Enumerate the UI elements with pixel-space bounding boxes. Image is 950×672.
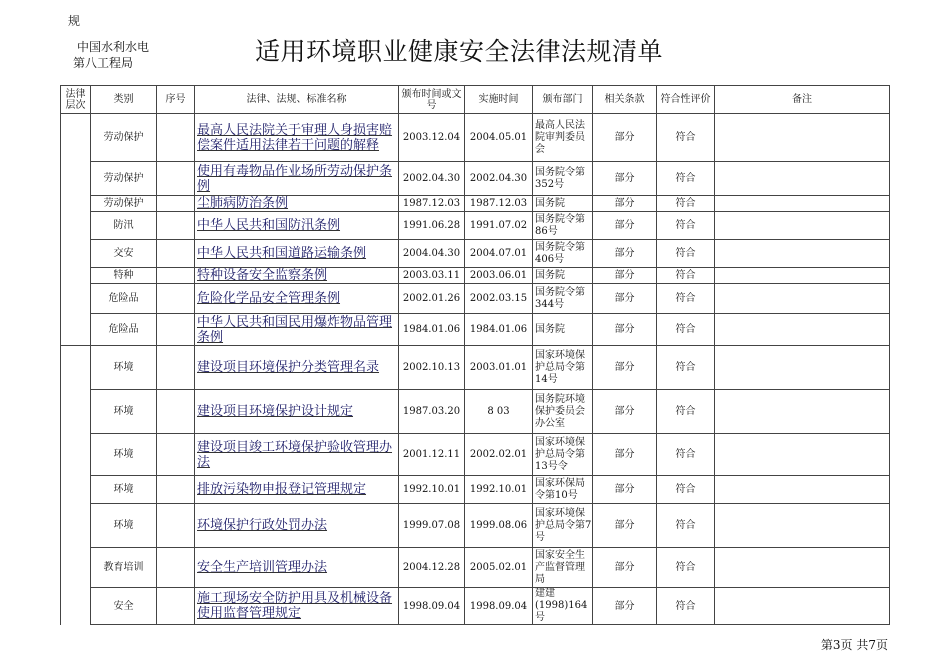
table-row (61, 390, 890, 434)
cell-issued: 1987.03.20 (399, 390, 465, 434)
cell-name[interactable] (195, 434, 399, 476)
cell-effective: 2002.02.01 (465, 434, 533, 476)
cell-compliance: 符合 (657, 114, 715, 162)
cell-dept: 国务院令第86号 (533, 212, 593, 240)
doc-label: 规 (68, 14, 81, 28)
cell-remark (715, 314, 890, 346)
cell-issued: 2002.04.30 (399, 162, 465, 196)
cell-dept: 国务院令第344号 (533, 284, 593, 314)
regulation-link[interactable]: 环境保护行政处罚办法 (197, 518, 328, 533)
cell-clause: 部分 (593, 476, 657, 504)
cell-name[interactable] (195, 588, 399, 625)
cell-clause: 部分 (593, 504, 657, 548)
cell-level (61, 314, 91, 346)
regulation-link[interactable]: 建设项目竣工环境保护验收管理办法 (197, 439, 393, 470)
cell-clause: 部分 (593, 268, 657, 284)
org-name-line1: 中国水利水电 (76, 40, 149, 54)
cell-effective: 1987.12.03 (465, 196, 533, 212)
cell-effective: 1992.10.01 (465, 476, 533, 504)
cell-effective: 8 03 (465, 390, 533, 434)
cell-effective: 2004.07.01 (465, 240, 533, 268)
cell-level (61, 268, 91, 284)
cell-category: 劳动保护 (91, 114, 157, 162)
regulation-link[interactable]: 排放污染物申报登记管理规定 (197, 482, 367, 497)
regulation-link[interactable]: 危险化学品安全管理条例 (197, 291, 341, 306)
cell-category: 交安 (91, 240, 157, 268)
cell-clause: 部分 (593, 162, 657, 196)
regulation-link[interactable]: 安全生产培训管理办法 (197, 560, 328, 575)
cell-remark (715, 162, 890, 196)
cell-issued: 2001.12.11 (399, 434, 465, 476)
table-row (61, 162, 890, 196)
cell-compliance: 符合 (657, 212, 715, 240)
cell-effective: 2002.03.15 (465, 284, 533, 314)
col-header-name: 法律、法规、标准名称 (195, 86, 399, 114)
table-row (61, 588, 890, 625)
regulation-link[interactable]: 建设项目环境保护设计规定 (197, 404, 354, 419)
cell-level (61, 504, 91, 548)
table-header-row (61, 86, 890, 114)
cell-name[interactable] (195, 268, 399, 284)
table-row (61, 548, 890, 588)
cell-dept: 国务院 (533, 196, 593, 212)
cell-remark (715, 504, 890, 548)
cell-compliance: 符合 (657, 314, 715, 346)
cell-level (61, 588, 91, 625)
regulations-table (60, 85, 890, 625)
cell-effective: 2004.05.01 (465, 114, 533, 162)
cell-seq (157, 114, 195, 162)
cell-seq (157, 504, 195, 548)
regulation-link[interactable]: 建设项目环境保护分类管理名录 (197, 360, 380, 375)
cell-dept: 国家环境保护总局令第7号 (533, 504, 593, 548)
col-header-level: 法律层次 (61, 86, 91, 114)
cell-compliance: 符合 (657, 196, 715, 212)
cell-effective: 1984.01.06 (465, 314, 533, 346)
cell-category: 防汛 (91, 212, 157, 240)
cell-seq (157, 588, 195, 625)
cell-category: 危险品 (91, 314, 157, 346)
regulation-link[interactable]: 中华人民共和国民用爆炸物品管理条例 (197, 314, 393, 345)
cell-dept: 国务院 (533, 314, 593, 346)
cell-name[interactable] (195, 314, 399, 346)
col-header-clause: 相关条款 (593, 86, 657, 114)
cell-name[interactable] (195, 284, 399, 314)
cell-clause: 部分 (593, 240, 657, 268)
table-row (61, 212, 890, 240)
cell-name[interactable] (195, 346, 399, 390)
cell-remark (715, 114, 890, 162)
cell-level (61, 196, 91, 212)
cell-name[interactable] (195, 162, 399, 196)
cell-issued: 1991.06.28 (399, 212, 465, 240)
table-row (61, 314, 890, 346)
cell-dept: 国家环保局令第10号 (533, 476, 593, 504)
cell-level (61, 284, 91, 314)
cell-clause: 部分 (593, 390, 657, 434)
cell-issued: 2004.04.30 (399, 240, 465, 268)
cell-category: 劳动保护 (91, 196, 157, 212)
cell-issued: 1984.01.06 (399, 314, 465, 346)
cell-clause: 部分 (593, 196, 657, 212)
cell-dept: 国务院环境保护委员会办公室 (533, 390, 593, 434)
cell-remark (715, 196, 890, 212)
cell-dept: 国务院 (533, 268, 593, 284)
cell-issued: 2003.03.11 (399, 268, 465, 284)
cell-seq (157, 212, 195, 240)
cell-compliance: 符合 (657, 346, 715, 390)
org-name-line2: 第八工程局 (72, 56, 133, 70)
regulation-link[interactable]: 中华人民共和国道路运输条例 (197, 246, 367, 261)
cell-remark (715, 240, 890, 268)
cell-level (61, 162, 91, 196)
cell-level (61, 476, 91, 504)
table-row (61, 284, 890, 314)
cell-name[interactable] (195, 504, 399, 548)
cell-issued: 2004.12.28 (399, 548, 465, 588)
cell-seq (157, 196, 195, 212)
cell-category: 环境 (91, 476, 157, 504)
cell-compliance: 符合 (657, 390, 715, 434)
table-row (61, 240, 890, 268)
cell-name[interactable] (195, 240, 399, 268)
table-row (61, 114, 890, 162)
col-header-category: 类别 (91, 86, 157, 114)
cell-level (61, 434, 91, 476)
cell-remark (715, 390, 890, 434)
cell-effective: 1998.09.04 (465, 588, 533, 625)
cell-issued: 1992.10.01 (399, 476, 465, 504)
col-header-effective: 实施时间 (465, 86, 533, 114)
col-header-issued: 颁布时间或文号 (399, 86, 465, 114)
cell-clause: 部分 (593, 284, 657, 314)
cell-issued: 1987.12.03 (399, 196, 465, 212)
regulation-link[interactable]: 尘肺病防治条例 (197, 196, 289, 211)
cell-seq (157, 434, 195, 476)
cell-category: 安全 (91, 588, 157, 625)
cell-dept: 国家安全生产监督管理局 (533, 548, 593, 588)
cell-level (61, 212, 91, 240)
cell-clause: 部分 (593, 434, 657, 476)
cell-dept: 建建(1998)164号 (533, 588, 593, 625)
cell-dept: 国家环境保护总局令第13号令 (533, 434, 593, 476)
regulation-link[interactable]: 最高人民法院关于审理人身损害赔偿案件适用法律若干问题的解释 (197, 122, 393, 153)
cell-clause: 部分 (593, 588, 657, 625)
cell-category: 特种 (91, 268, 157, 284)
cell-level (61, 390, 91, 434)
cell-remark (715, 346, 890, 390)
regulation-link[interactable]: 中华人民共和国防汛条例 (197, 218, 341, 233)
cell-name[interactable] (195, 114, 399, 162)
table-row (61, 434, 890, 476)
cell-remark (715, 434, 890, 476)
cell-name[interactable] (195, 476, 399, 504)
table-row (61, 346, 890, 390)
cell-issued: 1998.09.04 (399, 588, 465, 625)
cell-seq (157, 162, 195, 196)
cell-compliance: 符合 (657, 162, 715, 196)
cell-seq (157, 284, 195, 314)
cell-compliance: 符合 (657, 588, 715, 625)
cell-category: 环境 (91, 390, 157, 434)
cell-name[interactable] (195, 212, 399, 240)
cell-seq (157, 268, 195, 284)
cell-category: 危险品 (91, 284, 157, 314)
cell-effective: 1991.07.02 (465, 212, 533, 240)
cell-category: 劳动保护 (91, 162, 157, 196)
cell-remark (715, 212, 890, 240)
cell-remark (715, 268, 890, 284)
cell-clause: 部分 (593, 346, 657, 390)
cell-category: 环境 (91, 346, 157, 390)
cell-seq (157, 390, 195, 434)
cell-category: 环境 (91, 504, 157, 548)
cell-level (61, 240, 91, 268)
cell-compliance: 符合 (657, 476, 715, 504)
table-row (61, 504, 890, 548)
cell-effective: 2003.01.01 (465, 346, 533, 390)
cell-seq (157, 476, 195, 504)
cell-effective: 2003.06.01 (465, 268, 533, 284)
cell-compliance: 符合 (657, 548, 715, 588)
cell-seq (157, 346, 195, 390)
cell-issued: 2002.01.26 (399, 284, 465, 314)
table-row (61, 268, 890, 284)
cell-issued: 1999.07.08 (399, 504, 465, 548)
col-header-seq: 序号 (157, 86, 195, 114)
table-row (61, 196, 890, 212)
cell-dept: 国家环境保护总局令第14号 (533, 346, 593, 390)
cell-compliance: 符合 (657, 268, 715, 284)
cell-level (61, 114, 91, 162)
cell-dept: 最高人民法院审判委员会 (533, 114, 593, 162)
cell-effective: 1999.08.06 (465, 504, 533, 548)
cell-seq (157, 314, 195, 346)
regulation-link[interactable]: 使用有毒物品作业场所劳动保护条例 (197, 163, 393, 194)
cell-effective: 2005.02.01 (465, 548, 533, 588)
cell-clause: 部分 (593, 212, 657, 240)
cell-seq (157, 548, 195, 588)
cell-compliance: 符合 (657, 284, 715, 314)
cell-dept: 国务院令第406号 (533, 240, 593, 268)
col-header-compliance: 符合性评价 (657, 86, 715, 114)
cell-clause: 部分 (593, 548, 657, 588)
cell-category: 环境 (91, 434, 157, 476)
regulation-link[interactable]: 特种设备安全监察条例 (197, 268, 328, 283)
cell-compliance: 符合 (657, 504, 715, 548)
cell-remark (715, 476, 890, 504)
cell-remark (715, 284, 890, 314)
cell-level (61, 346, 91, 390)
cell-category: 教育培训 (91, 548, 157, 588)
col-header-dept: 颁布部门 (533, 86, 593, 114)
page-title: 适用环境职业健康安全法律法规清单 (255, 37, 664, 66)
cell-remark (715, 548, 890, 588)
regulation-link[interactable]: 施工现场安全防护用具及机械设备使用监督管理规定 (197, 591, 393, 621)
cell-name[interactable] (195, 390, 399, 434)
cell-level (61, 548, 91, 588)
cell-name[interactable] (195, 548, 399, 588)
col-header-remark: 备注 (715, 86, 890, 114)
table-body (61, 114, 890, 625)
cell-remark (715, 588, 890, 625)
cell-clause: 部分 (593, 314, 657, 346)
cell-effective: 2002.04.30 (465, 162, 533, 196)
cell-dept: 国务院令第352号 (533, 162, 593, 196)
cell-name[interactable] (195, 196, 399, 212)
cell-compliance: 符合 (657, 240, 715, 268)
table-row (61, 476, 890, 504)
cell-compliance: 符合 (657, 434, 715, 476)
cell-clause: 部分 (593, 114, 657, 162)
cell-seq (157, 240, 195, 268)
cell-issued: 2003.12.04 (399, 114, 465, 162)
cell-issued: 2002.10.13 (399, 346, 465, 390)
page-number: 第3页 共7页 (820, 638, 888, 652)
